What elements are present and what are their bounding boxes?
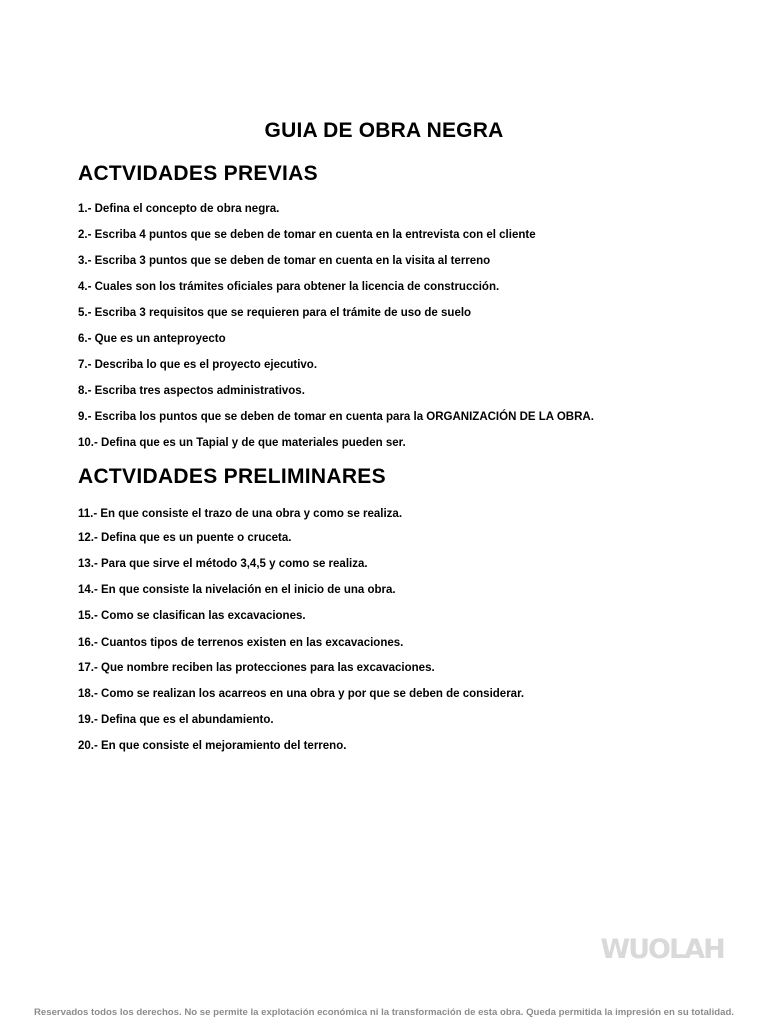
question-item: 15.- Como se clasifican las excavaciones. — [78, 610, 306, 622]
document-title: GUIA DE OBRA NEGRA — [264, 119, 504, 142]
question-item: 12.- Defina que es un puente o cruceta. — [78, 532, 292, 544]
question-item: 9.- Escriba los puntos que se deben de tomar en cuenta para la ORGANIZACIÓN DE LA OBRA. — [78, 411, 594, 423]
question-item: 4.- Cuales son los trámites oficiales para obtener la licencia de construcción. — [78, 281, 500, 293]
question-item: 6.- Que es un anteproyecto — [78, 333, 226, 345]
question-item: 11.- En que consiste el trazo de una obra y como se realiza. — [78, 508, 403, 520]
question-item: 17.- Que nombre reciben las protecciones para las excavaciones. — [78, 662, 435, 674]
question-item: 2.- Escriba 4 puntos que se deben de tomar en cuenta en la entrevista con el cliente — [78, 229, 536, 241]
question-item: 7.- Describa lo que es el proyecto ejecutivo. — [78, 359, 318, 371]
question-item: 16.- Cuantos tipos de terrenos existen en las excavaciones. — [78, 637, 404, 649]
section-heading-preliminares: ACTVIDADES PRELIMINARES — [78, 465, 386, 488]
section-heading-previas: ACTVIDADES PREVIAS — [78, 162, 318, 185]
question-item: 10.- Defina que es un Tapial y de que materiales pueden ser. — [78, 437, 406, 449]
question-item: 14.- En que consiste la nivelación en el inicio de una obra. — [78, 584, 396, 596]
question-item: 8.- Escriba tres aspectos administrativos. — [78, 385, 305, 397]
question-item: 5.- Escriba 3 requisitos que se requieren para el trámite de uso de suelo — [78, 307, 472, 319]
question-item: 3.- Escriba 3 puntos que se deben de tomar en cuenta en la visita al terreno — [78, 255, 491, 267]
question-item: 1.- Defina el concepto de obra negra. — [78, 203, 280, 215]
watermark-text: WUOLAH — [600, 934, 724, 965]
wuolah-watermark-logo — [597, 928, 727, 968]
question-item: 18.- Como se realizan los acarreos en una obra y por que se deben de considerar. — [78, 688, 525, 700]
question-item: 13.- Para que sirve el método 3,4,5 y como se realiza. — [78, 558, 368, 570]
question-item: 20.- En que consiste el mejoramiento del terreno. — [78, 740, 347, 752]
question-item: 19.- Defina que es el abundamiento. — [78, 714, 274, 726]
copyright-footer: Reservados todos los derechos. No se permite la explotación económica ni la transformación de esta obra. Queda permitida la impresión en su totalidad. — [33, 1007, 734, 1018]
